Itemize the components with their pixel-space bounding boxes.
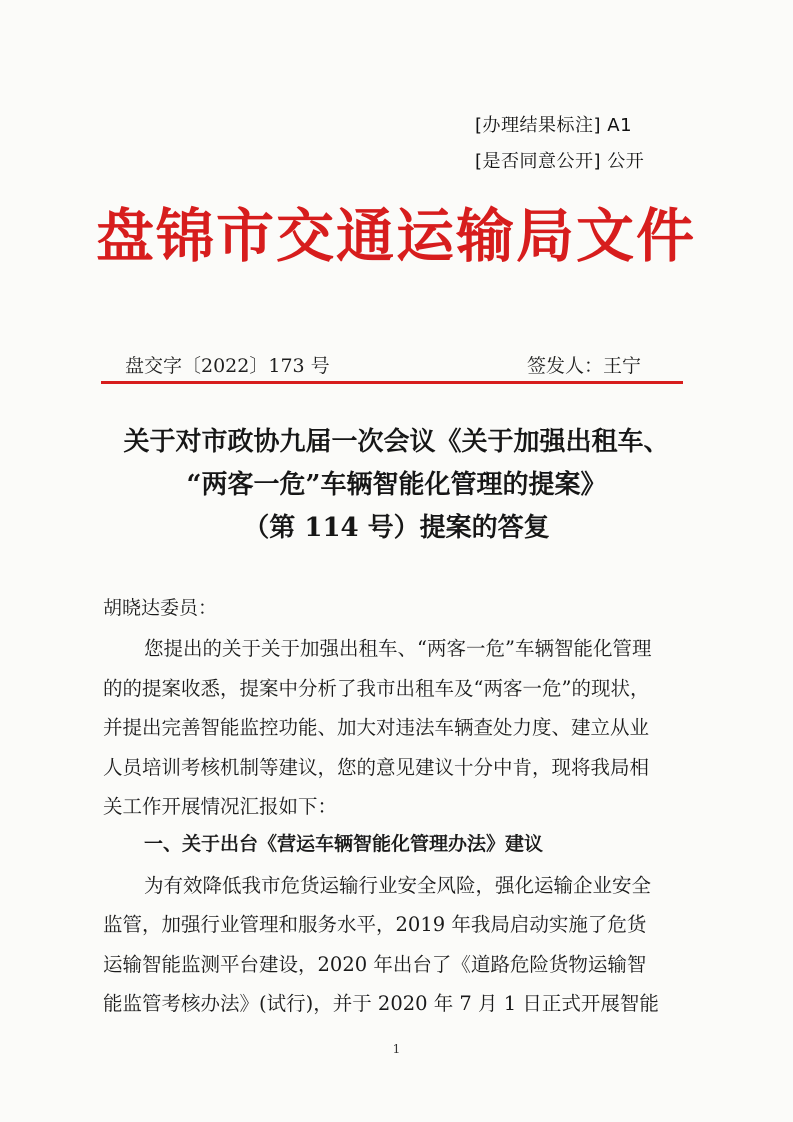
page-number: 1 bbox=[392, 1042, 401, 1056]
document-number: 盘交字〔2022〕173 号 bbox=[125, 355, 330, 377]
paragraph-2-line: 为有效降低我市危货运输行业安全风险，强化运输企业安全 bbox=[144, 874, 652, 897]
title-line-1: 关于对市政协九届一次会议《关于加强出租车、 bbox=[123, 427, 670, 457]
title-line-3: （第 114 号）提案的答复 bbox=[243, 513, 550, 543]
section-heading-1: 一、关于出台《营运车辆智能化管理办法》建议 bbox=[144, 833, 544, 855]
public-marker: [是否同意公开] 公开 bbox=[475, 151, 645, 172]
red-divider bbox=[101, 381, 683, 384]
paragraph-1-line: 的的提案收悉，提案中分析了我市出租车及“两客一危”的现状， bbox=[103, 677, 650, 700]
paragraph-2-line: 能监管考核办法》(试行)，并于 2020 年 7 月 1 日正式开展智能 bbox=[103, 992, 659, 1015]
paragraph-1-line: 并提出完善智能监控功能、加大对违法车辆查处力度、建立从业 bbox=[103, 716, 650, 739]
masthead-title: 盘锦市交通运输局文件 bbox=[96, 202, 697, 270]
salutation: 胡晓达委员： bbox=[103, 597, 218, 619]
paragraph-2-line: 监管，加强行业管理和服务水平，2019 年我局启动实施了危货 bbox=[103, 913, 647, 936]
paragraph-1-line: 人员培训考核机制等建议，您的意见建议十分中肯，现将我局相 bbox=[103, 756, 650, 779]
title-line-2: “两客一危”车辆智能化管理的提案》 bbox=[186, 470, 607, 500]
paragraph-2-line: 运输智能监测平台建设，2020 年出台了《道路危险货物运输智 bbox=[103, 953, 647, 976]
result-marker: [办理结果标注] A1 bbox=[475, 115, 633, 136]
signer: 签发人：王宁 bbox=[527, 355, 642, 377]
paragraph-1-line: 关工作开展情况汇报如下： bbox=[103, 795, 338, 818]
paragraph-1-line: 您提出的关于关于加强出租车、“两客一危”车辆智能化管理 bbox=[144, 637, 652, 660]
